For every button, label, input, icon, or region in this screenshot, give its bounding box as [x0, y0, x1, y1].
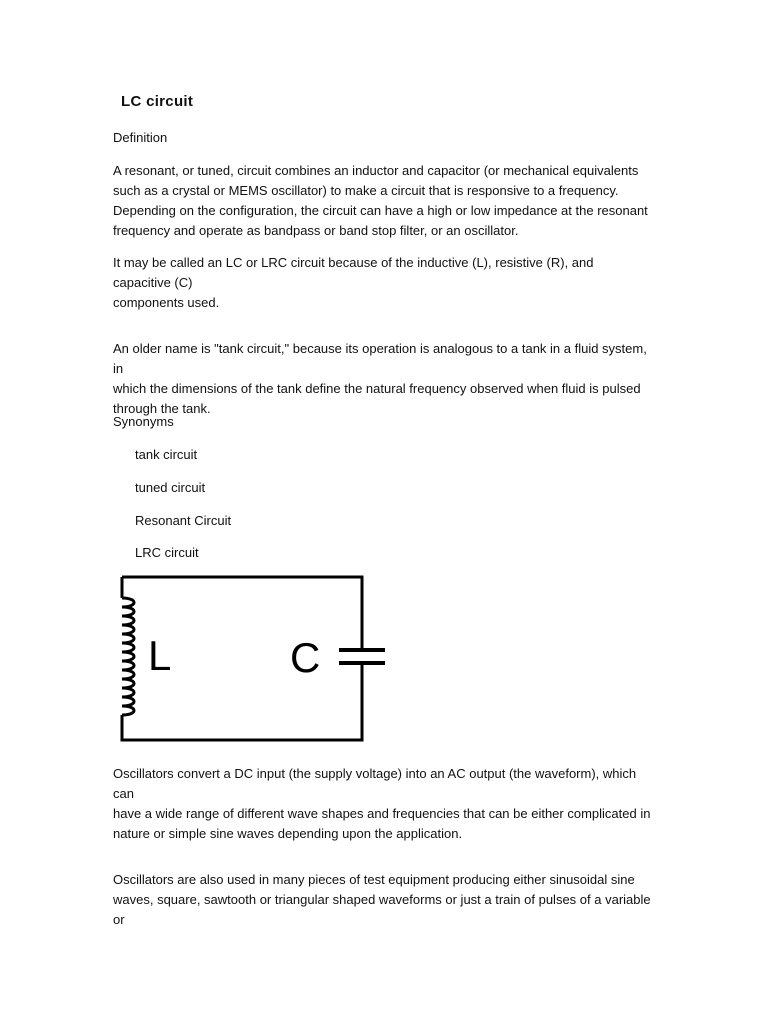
text-line: An older name is "tank circuit," because its operation is analogous to a tank in a fluid system, in — [113, 341, 647, 376]
inductor-label: L — [148, 632, 172, 679]
text-line: components used. — [113, 295, 220, 310]
synonyms-heading: Synonyms — [113, 414, 174, 429]
synonym-item: Resonant Circuit — [135, 513, 232, 528]
text-line: waves, square, sawtooth or triangular shaped waveforms or just a train of pulses of a variable or — [113, 892, 651, 927]
circuit-wire — [122, 577, 362, 636]
text-line: frequency and operate as bandpass or band stop filter, or an oscillator. — [113, 223, 519, 238]
synonym-item: tank circuit — [135, 447, 198, 462]
text-line: It may be called an LC or LRC circuit because of the inductive (L), resistive (R), and capacitive (C) — [113, 255, 594, 290]
inductor-coil-icon — [122, 598, 134, 715]
text-line: such as a crystal or MEMS oscillator) to make a circuit that is responsive to a frequency. — [113, 183, 619, 198]
paragraph-lrc — [113, 253, 653, 313]
text-line: Oscillators are also used in many pieces of test equipment producing either sinusoidal sine — [113, 872, 635, 887]
paragraph-definition — [113, 161, 653, 241]
text-line: through the tank. — [113, 401, 211, 416]
synonym-item: LRC circuit — [135, 545, 199, 560]
capacitor-label: C — [290, 634, 321, 681]
page-title: LC circuit — [121, 93, 194, 110]
text-line: Oscillators convert a DC input (the supply voltage) into an AC output (the waveform), which can — [113, 766, 637, 801]
text-line: A resonant, or tuned, circuit combines an inductor and capacitor (or mechanical equivalents — [113, 163, 639, 178]
paragraph-oscillators — [113, 764, 653, 844]
text-line: have a wide range of different wave shapes and frequencies that can be either complicated in — [113, 806, 651, 821]
paragraph-tank-circuit — [113, 339, 653, 419]
text-line: nature or simple sine waves depending upon the application. — [113, 826, 463, 841]
definition-heading: Definition — [113, 130, 168, 145]
text-line: which the dimensions of the tank define the natural frequency observed when fluid is pulsed — [113, 381, 641, 396]
paragraph-test-equipment — [113, 870, 653, 930]
lc-circuit-diagram — [112, 574, 392, 746]
text-line: Depending on the configuration, the circuit can have a high or low impedance at the resonant — [113, 203, 648, 218]
synonym-item: tuned circuit — [135, 480, 206, 495]
